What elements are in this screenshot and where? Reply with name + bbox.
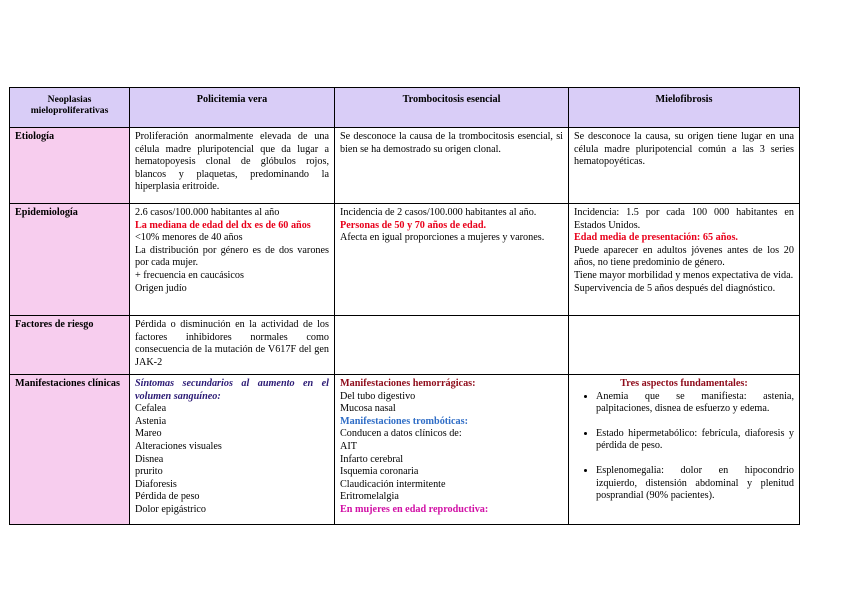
epidemiologia-mielofibrosis: [569, 204, 800, 316]
epi-pv-origen: Origen judío: [135, 282, 187, 294]
epi-mf-morbilidad: Tiene mayor morbilidad y menos expectativa de vida.: [574, 269, 794, 281]
mc-mf-list: [574, 391, 794, 503]
row-factores-riesgo: [10, 316, 800, 375]
factores-trombocitosis: [335, 316, 569, 375]
header-neoplasias: Neoplasias mieloproliferativas: [10, 88, 130, 128]
mc-pv-item: Astenia: [135, 415, 167, 427]
mc-te-hemorragicas-title: Manifestaciones hemorrágicas:: [340, 378, 476, 389]
manifestaciones-policitemia: [130, 375, 335, 525]
mc-te-item: Claudicación intermitente: [340, 478, 446, 490]
manifestaciones-mielofibrosis: [569, 375, 800, 525]
label-manifestaciones: Manifestaciones clínicas: [10, 375, 130, 525]
mc-te-item: Conducen a datos clínicos de:: [340, 428, 462, 440]
mc-te-tromboticas-title: Manifestaciones trombóticas:: [340, 415, 468, 427]
epidemiologia-trombocitosis: [335, 204, 569, 316]
epidemiologia-policitemia: [130, 204, 335, 316]
mc-mf-anemia: • Anemia que se manifiesta: astenia, palpitaciones, disnea de esfuerzo y edema.: [596, 391, 794, 416]
epi-mf-jovenes: Puede aparecer en adultos jóvenes antes de los 20 años, no tiene predominio de género.: [574, 244, 794, 269]
mc-pv-item: prurito: [135, 466, 163, 478]
mc-pv-item: Dolor epigástrico: [135, 503, 207, 515]
mc-te-item: Eritromelalgia: [340, 491, 399, 503]
epi-mf-incidencia: Incidencia: 1.5 por cada 100 000 habitantes en Estados Unidos.: [574, 207, 794, 231]
header-policitemia-vera: Policitemia vera: [130, 88, 335, 128]
mc-te-item: Isquemia coronaria: [340, 466, 419, 478]
mc-mf-esplenomegalia: • Esplenomegalia: dolor en hipocondrio izquierdo, distensión abdominal y plenitud posprandial (90% pacientes).: [596, 465, 794, 503]
mc-pv-item: Alteraciones visuales: [135, 440, 222, 452]
mc-te-item: Mucosa nasal: [340, 403, 396, 415]
epi-mf-edad-media: Edad media de presentación: 65 años.: [574, 232, 738, 244]
epi-pv-caucasicos: + frecuencia en caucásicos: [135, 269, 244, 281]
label-epidemiologia: Epidemiología: [10, 204, 130, 316]
row-epidemiologia: [10, 204, 800, 316]
mc-te-item: Del tubo digestivo: [340, 390, 416, 402]
mc-pv-item: Mareo: [135, 428, 162, 440]
header-mielofibrosis: Mielofibrosis: [569, 88, 800, 128]
neoplasias-table: [9, 87, 800, 525]
epi-te-edad: Personas de 50 y 70 años de edad.: [340, 219, 487, 231]
row-manifestaciones: [10, 375, 800, 525]
mc-te-item: Infarto cerebral: [340, 453, 404, 465]
epi-te-incidencia: Incidencia de 2 casos/100.000 habitantes al año.: [340, 207, 537, 218]
mc-mf-hipermetabolico: • Estado hipermetabólico: febrícula, diaforesis y pérdida de peso.: [596, 428, 794, 453]
epi-mf-supervivencia: Supervivencia de 5 años después del diagnóstico.: [574, 282, 776, 294]
etiologia-policitemia: Proliferación anormalmente elevada de una célula madre pluripotencial que da lugar a hematopoyesis clonal de glóbulos rojos, blancos y plaquetas, predominando la hiperplasia eritroide.: [130, 128, 335, 204]
factores-policitemia: Pérdida o disminución en la actividad de los factores inhibidores normales como consecuencia de la mutación de V617F del gen JAK-2: [130, 316, 335, 375]
label-etiologia: Etiología: [10, 128, 130, 204]
factores-mielofibrosis: [569, 316, 800, 375]
label-factores-riesgo: Factores de riesgo: [10, 316, 130, 375]
mc-pv-titulo: Síntomas secundarios al aumento en el volumen sanguíneo:: [135, 378, 329, 402]
manifestaciones-trombocitosis: [335, 375, 569, 525]
mc-te-mujeres-title: En mujeres en edad reproductiva:: [340, 503, 489, 515]
mc-te-item: AIT: [340, 440, 357, 452]
row-etiologia: [10, 128, 800, 204]
mc-pv-item: Pérdida de peso: [135, 491, 200, 503]
epi-pv-menores: <10% menores de 40 años: [135, 232, 243, 244]
header-trombocitosis-esencial: Trombocitosis esencial: [335, 88, 569, 128]
epi-pv-genero: La distribución por género es de dos varones por cada mujer.: [135, 244, 329, 269]
etiologia-trombocitosis: Se desconoce la causa de la trombocitosis esencial, si bien se ha demostrado su origen clonal.: [335, 128, 569, 204]
epi-te-proporcion: Afecta en igual proporciones a mujeres y varones.: [340, 232, 545, 244]
mc-pv-item: Disnea: [135, 453, 164, 465]
etiologia-mielofibrosis: Se desconoce la causa, su origen tiene lugar en una célula madre pluripotencial común a las 3 series hematopoyéticas.: [569, 128, 800, 204]
epi-pv-incidencia: 2.6 casos/100.000 habitantes al año: [135, 207, 280, 218]
epi-pv-mediana-edad: La mediana de edad del dx es de 60 años: [135, 219, 311, 231]
mc-pv-item: Cefalea: [135, 403, 167, 415]
header-row: [10, 88, 800, 128]
mc-pv-item: Diaforesis: [135, 478, 177, 490]
mc-mf-titulo: Tres aspectos fundamentales:: [620, 378, 748, 389]
